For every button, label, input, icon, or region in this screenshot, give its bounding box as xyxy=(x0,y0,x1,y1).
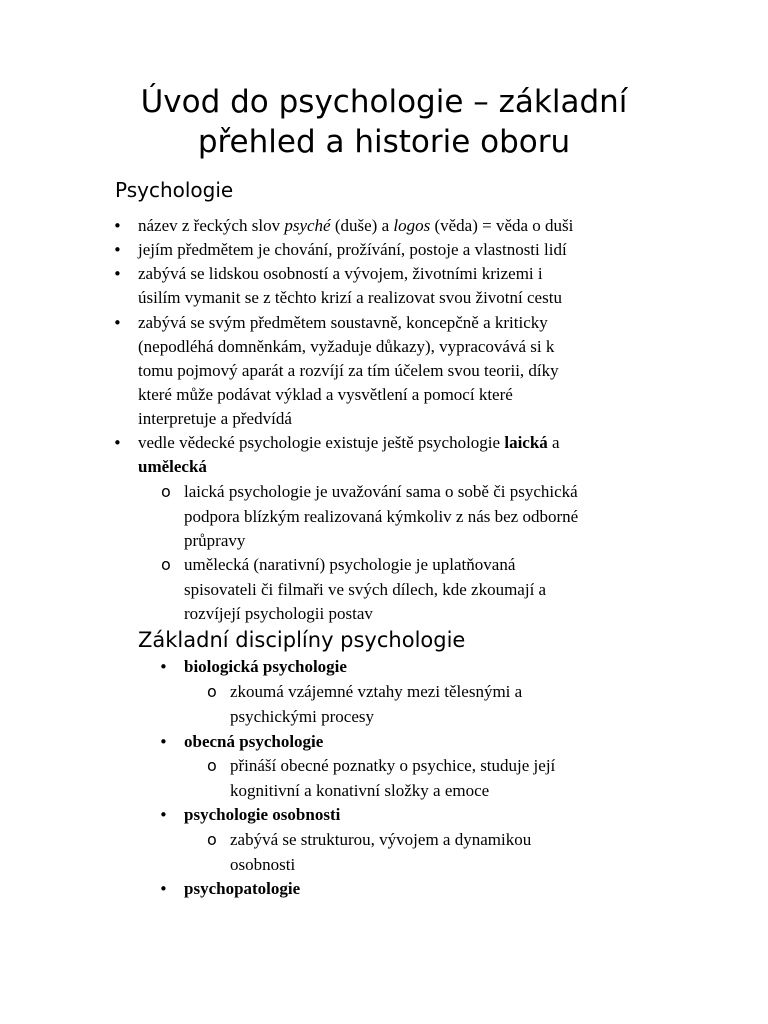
section-heading-disciplines: Základní disciplíny psychologie xyxy=(138,628,466,652)
bullet-icon: • xyxy=(159,733,168,751)
list-item-line: (nepodléhá domněnkám, vyžaduje důkazy), vypracovává si k xyxy=(138,337,555,356)
list-item-line: umělecká xyxy=(138,457,207,476)
discipline-name: biologická psychologie xyxy=(184,657,347,676)
discipline-name: obecná psychologie xyxy=(184,732,324,751)
discipline-description-line: psychickými procesy xyxy=(230,707,374,726)
sub-list-item-line: umělecká (narativní) psychologie je uplatňovaná xyxy=(184,555,516,574)
sub-bullet-icon: o xyxy=(161,555,171,574)
list-item-line: vedle vědecké psychologie existuje ještě psychologie laická a xyxy=(138,433,560,452)
discipline-name: psychologie osobnosti xyxy=(184,805,341,824)
bullet-icon: • xyxy=(113,241,122,259)
discipline-description-line: přináší obecné poznatky o psychice, studuje její xyxy=(230,756,556,775)
title-line-1: Úvod do psychologie – základní xyxy=(140,84,628,120)
bullet-icon: • xyxy=(113,314,122,332)
title-line-2: přehled a historie oboru xyxy=(197,124,571,160)
sub-bullet-icon: o xyxy=(161,482,171,501)
sub-bullet-icon: o xyxy=(207,756,217,775)
sub-list-item-line: spisovateli či filmaři ve svých dílech, kde zkoumají a xyxy=(184,580,547,599)
bullet-icon: • xyxy=(113,265,122,283)
list-item-line: interpretuje a předvídá xyxy=(138,409,292,428)
list-item-line: zabývá se lidskou osobností a vývojem, životními krizemi i xyxy=(138,264,543,283)
discipline-name: psychopatologie xyxy=(184,879,301,898)
sub-list-item-line: průpravy xyxy=(184,531,246,550)
list-item-line: úsilím vymanit se z těchto krizí a realizovat svou životní cestu xyxy=(138,288,562,307)
discipline-description-line: osobnosti xyxy=(230,855,296,874)
sub-list-item-line: laická psychologie je uvažování sama o sobě či psychická xyxy=(184,482,578,501)
list-item-line: zabývá se svým předmětem soustavně, koncepčně a kriticky xyxy=(138,313,548,332)
bullet-icon: • xyxy=(113,434,122,452)
discipline-description-line: zabývá se strukturou, vývojem a dynamikou xyxy=(230,830,532,849)
bullet-icon: • xyxy=(113,217,122,235)
sub-bullet-icon: o xyxy=(207,682,217,701)
list-item-line: které může podávat výklad a vysvětlení a pomocí které xyxy=(138,385,513,404)
discipline-description-line: kognitivní a konativní složky a emoce xyxy=(230,781,490,800)
list-item-line: tomu pojmový aparát a rozvíjí za tím účelem svou teorii, díky xyxy=(138,361,559,380)
list-item: název z řeckých slov psyché (duše) a logos (věda) = věda o duši xyxy=(138,216,574,235)
sub-bullet-icon: o xyxy=(207,830,217,849)
bullet-icon: • xyxy=(159,880,168,898)
bullet-icon: • xyxy=(159,658,168,676)
section-heading-psychologie: Psychologie xyxy=(115,178,234,202)
page-title xyxy=(100,82,668,162)
list-item: jejím předmětem je chování, prožívání, postoje a vlastnosti lidí xyxy=(138,240,567,259)
discipline-description-line: zkoumá vzájemné vztahy mezi tělesnými a xyxy=(230,682,523,701)
sub-list-item-line: rozvíjejí psychologii postav xyxy=(184,604,373,623)
sub-list-item-line: podpora blízkým realizovaná kýmkoliv z nás bez odborné xyxy=(184,507,579,526)
bullet-icon: • xyxy=(159,806,168,824)
